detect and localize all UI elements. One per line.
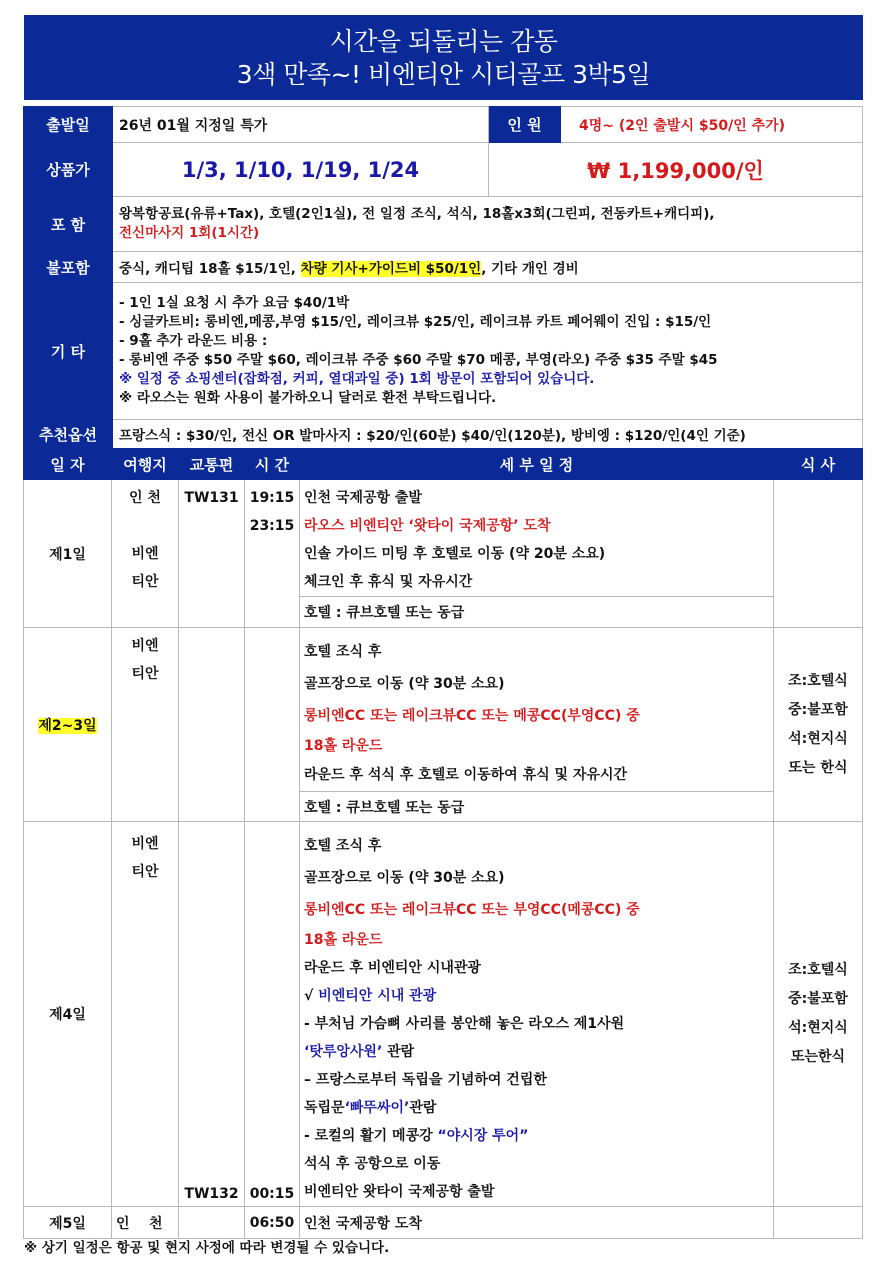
include-label: 포 함 [24, 197, 113, 252]
option-value: 프랑스식 : $30/인, 전신 OR 발마사지 : $20/인(60분) $40/인(120분), 방비엥 : $120/인(4인 기준) [113, 420, 863, 449]
banner-title-line1: 시간을 되돌리는 감동 [329, 27, 558, 56]
currency-notice: ※ 라오스는 원화 사용이 불가하오니 달러로 환전 부탁드립니다. [119, 390, 497, 406]
title-banner [24, 15, 863, 100]
destination: 비엔 [131, 546, 159, 562]
product-info-table [23, 106, 863, 449]
table-row-day2-3 [24, 628, 863, 822]
detail-line: 체크인 후 휴식 및 자유시간 [304, 574, 473, 590]
check-icon: √ [304, 988, 319, 1004]
itinerary-table [23, 448, 863, 1239]
time: 00:15 [245, 822, 300, 1207]
city-tour-line [304, 982, 773, 1010]
detail-line: – 프랑스로부터 독립을 기념하여 건립한 [304, 1072, 547, 1088]
header-destination: 여행지 [112, 449, 179, 480]
meals [774, 480, 863, 628]
include-line2: 전신마사지 1회(1시간) [119, 225, 260, 241]
city-tour-title: 비엔티안 시내 관광 [318, 988, 437, 1004]
header-time: 시 간 [245, 449, 300, 480]
table-row-day1 [24, 480, 863, 628]
banner-title-line2: 3색 만족~! 비엔티안 시티골프 3박5일 [236, 60, 651, 89]
meal-line: 석:현지식 [788, 730, 848, 747]
etc-content [113, 283, 863, 420]
header-transport: 교통편 [179, 449, 245, 480]
exclude-text-end: , 기타 개인 경비 [481, 261, 579, 277]
footnote: ※ 상기 일정은 항공 및 현지 사정에 따라 변경될 수 있습니다. [24, 1240, 390, 1256]
hotel-line: 호텔 : 큐브호텔 또는 동급 [300, 596, 773, 627]
etc-line: - 9홀 추가 라운드 비용 : [119, 333, 268, 349]
detail-line: 롱비엔CC 또는 레이크뷰CC 또는 메콩CC(부영CC) 중 [304, 708, 640, 724]
destination: 티안 [131, 574, 159, 590]
table-row-day5 [24, 1207, 863, 1239]
option-label: 추천옵션 [24, 420, 113, 449]
price-label: 상품가 [24, 143, 113, 197]
detail-line [304, 1122, 773, 1150]
detail-line [304, 1094, 773, 1122]
time: 19:15 [249, 490, 295, 506]
day-label: 제1일 [24, 480, 112, 628]
destination: 비엔 [131, 638, 159, 654]
gate-name: ‘빠뚜싸이’ [344, 1100, 410, 1116]
day-label: 제4일 [24, 822, 112, 1207]
destination: 티안 [131, 666, 159, 682]
destination: 티안 [131, 864, 159, 880]
exclude-value [113, 252, 863, 283]
header-day: 일 자 [24, 449, 112, 480]
temple-name: ‘탓루앙사원’ [304, 1044, 383, 1060]
detail-line: 라오스 비엔티안 ‘왓타이 국제공항’ 도착 [304, 518, 551, 534]
detail-line: 인솔 가이드 미팅 후 호텔로 이동 (약 20분 소요) [304, 546, 606, 562]
meal-line: 중:불포함 [788, 701, 848, 718]
detail-line: 석식 후 공항으로 이동 [304, 1156, 441, 1172]
flight-number: TW132 [179, 822, 245, 1207]
include-line1: 왕복항공료(유류+Tax), 호텔(2인1실), 전 일정 조식, 석식, 18홀x3회(그린피, 전동카트+캐디피), [119, 206, 715, 222]
hotel-line: 호텔 : 큐브호텔 또는 동급 [300, 791, 773, 821]
departure-label: 출발일 [24, 107, 113, 143]
meal-line: 또는한식 [790, 1049, 846, 1065]
day-label: 제2~3일 [38, 717, 97, 734]
detail-line: 롱비엔CC 또는 레이크뷰CC 또는 부영CC(메콩CC) 중 [304, 902, 640, 918]
market-name: “야시장 투어” [437, 1128, 529, 1144]
detail-line: 18홀 라운드 [304, 932, 383, 948]
flight-number: TW131 [184, 490, 239, 506]
detail-line: 골프장으로 이동 (약 30분 소요) [304, 676, 505, 692]
price-dates: 1/3, 1/10, 1/19, 1/24 [113, 143, 489, 197]
detail-line [304, 1038, 773, 1066]
destination: 인 천 [112, 1207, 179, 1239]
etc-line: - 1인 1실 요청 시 추가 요금 $40/1박 [119, 295, 350, 311]
destination: 비엔 [131, 836, 159, 852]
detail-text: 독립문 [304, 1100, 345, 1116]
people-label: 인 원 [489, 107, 561, 143]
detail-line: 골프장으로 이동 (약 30분 소요) [304, 870, 505, 886]
etc-label: 기 타 [24, 283, 113, 420]
meal-line: 또는 한식 [788, 759, 848, 776]
detail-line: 인천 국제공항 도착 [300, 1207, 774, 1239]
detail-line: - 부처님 가슴뼈 사리를 봉안해 놓은 라오스 제1사원 [304, 1016, 625, 1032]
etc-line: - 롱비엔 주중 $50 주말 $60, 레이크뷰 주중 $60 주말 $70 메콩, 부영(라오) 주중 $35 주말 $45 [119, 352, 718, 368]
detail-line: 호텔 조식 후 [304, 644, 382, 660]
exclude-label: 불포함 [24, 252, 113, 283]
exclude-highlight: 차량 기사+가이드비 $50/1인 [300, 261, 482, 277]
meal-line: 중:불포함 [788, 991, 848, 1007]
price-value: ₩ 1,199,000/인 [489, 143, 863, 197]
meal-line: 조:호텔식 [788, 962, 848, 978]
detail-text: 관람 [382, 1044, 415, 1060]
table-row-day4 [24, 822, 863, 1207]
departure-value: 26년 01월 지정일 특가 [113, 107, 489, 143]
shopping-notice: ※ 일정 중 쇼핑센터(잡화점, 커피, 열대과일 중) 1회 방문이 포함되어 있습니다. [119, 371, 595, 387]
detail-text: - 로컬의 활기 메콩강 [304, 1128, 438, 1144]
time: 23:15 [249, 518, 295, 534]
day-label: 제5일 [24, 1207, 112, 1239]
detail-line: 인천 국제공항 출발 [304, 490, 422, 506]
destination: 인 천 [129, 490, 161, 506]
etc-line: - 싱글카트비: 롱비엔,메콩,부영 $15/인, 레이크뷰 $25/인, 레이크뷰 카트 페어웨이 진입 : $15/인 [119, 314, 712, 330]
header-meals: 식 사 [774, 449, 863, 480]
time: 06:50 [245, 1207, 300, 1239]
header-details: 세 부 일 정 [300, 449, 774, 480]
detail-line: 라운드 후 비엔티안 시내관광 [304, 960, 481, 976]
detail-text: 관람 [409, 1100, 437, 1116]
meal-line: 석:현지식 [788, 1020, 848, 1036]
meal-line: 조:호텔식 [788, 672, 848, 689]
detail-line: 라운드 후 석식 후 호텔로 이동하여 휴식 및 자유시간 [304, 767, 627, 783]
exclude-text: 중식, 캐디팁 18홀 $15/1인, [119, 261, 301, 277]
people-value: 4명~ (2인 출발시 $50/인 추가) [561, 107, 863, 143]
detail-line: 18홀 라운드 [304, 738, 383, 754]
detail-line: 비엔티안 왓타이 국제공항 출발 [304, 1184, 495, 1200]
detail-line: 호텔 조식 후 [304, 838, 382, 854]
